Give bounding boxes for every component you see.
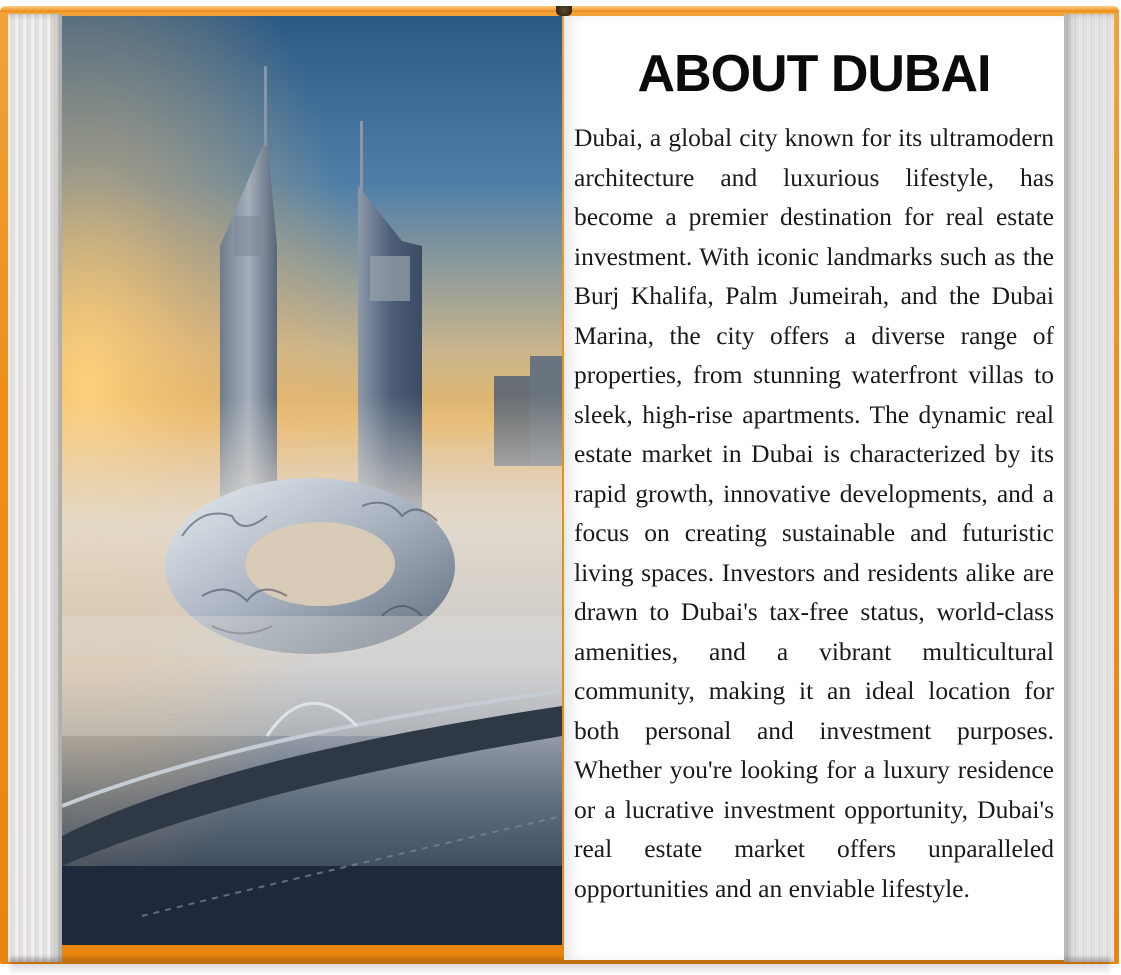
book-spine-knob (556, 6, 572, 16)
book-shadow (10, 958, 1110, 975)
left-page-photo (62, 16, 562, 945)
left-page-edges (8, 14, 62, 962)
about-paragraph: Dubai, a global city known for its ultramodern architecture and luxurious lifestyle, has become a premier destination for real estate investment. With iconic landmarks such as the Burj Khalifa, Palm Jumeirah, and the Dubai Marina, the city offers a diverse range of properties, from stunning waterfront villas to sleek, high-rise apartments. The dynamic real estate market in Dubai is characterized by its rapid growth, innovative developments, and a focus on creating sustainable and futuristic living spaces. Investors and residents alike are drawn to Dubai's tax-free status, world-class amenities, and a vibrant multicultural community, making it an ideal location for both personal and investment purposes. Whether you're looking for a luxury residence or a lucrative investment opportunity, Dubai's real estate market offers unparalleled opportunities and an enviable lifestyle. (574, 123, 1054, 903)
right-page-text (564, 16, 1064, 960)
dubai-skyline-illustration (62, 16, 562, 945)
page-title: ABOUT DUBAI (637, 45, 991, 103)
right-page-edges (1064, 14, 1114, 962)
